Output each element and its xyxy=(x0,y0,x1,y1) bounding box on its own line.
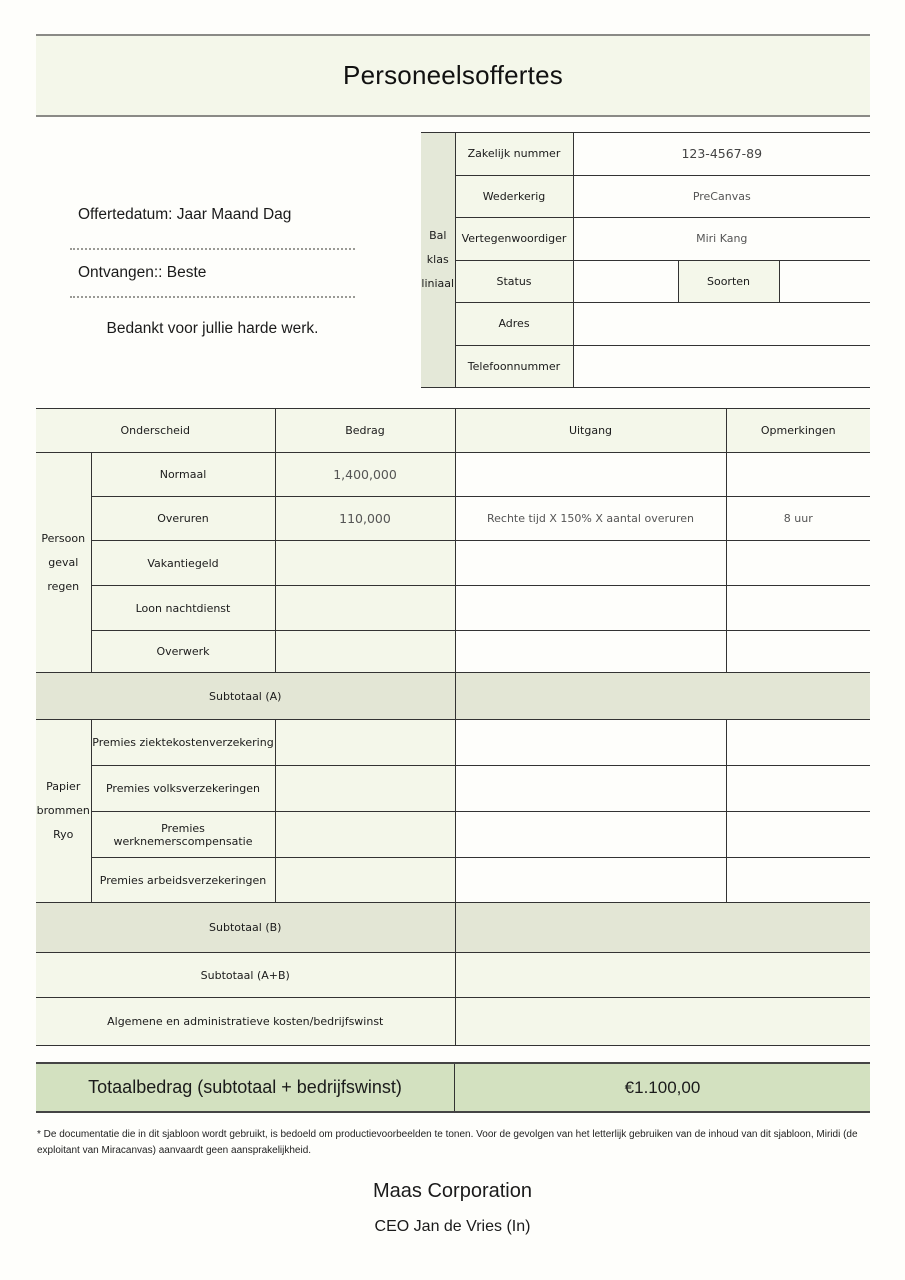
title-bar xyxy=(36,34,870,117)
subtotal-a-label: Subtotaal (A) xyxy=(36,673,455,720)
table-row xyxy=(36,631,870,673)
row-item: Premies arbeidsverzekeringen xyxy=(91,858,275,903)
types-value[interactable] xyxy=(779,260,870,303)
row-expense[interactable] xyxy=(455,453,726,497)
total-label: Totaalbedrag (subtotaal + bedrijfswinst) xyxy=(36,1064,455,1111)
cost-table xyxy=(36,408,870,1046)
page-title: Personeelsoffertes xyxy=(343,60,563,90)
row-expense[interactable] xyxy=(455,541,726,586)
row-expense[interactable] xyxy=(455,720,726,766)
client-row-phone xyxy=(421,345,870,388)
table-row xyxy=(36,858,870,903)
thanks-message: Bedankt voor jullie harde werk. xyxy=(106,320,319,337)
group-b-label: Papier brommen Ryo xyxy=(36,720,91,903)
subtotal-b-row xyxy=(36,903,870,953)
row-remarks[interactable] xyxy=(726,720,870,766)
representative-label: Vertegenwoordiger xyxy=(455,218,573,261)
overhead-row xyxy=(36,998,870,1046)
row-expense[interactable] xyxy=(455,812,726,858)
row-expense[interactable]: Rechte tijd X 150% X aantal overuren xyxy=(455,497,726,541)
row-amount[interactable] xyxy=(275,631,455,673)
ceo-signature: CEO Jan de Vries (In) xyxy=(374,1218,531,1235)
row-amount[interactable]: 1,400,000 xyxy=(275,453,455,497)
recipient[interactable]: Ontvangen:: Beste xyxy=(70,250,355,298)
row-remarks[interactable] xyxy=(726,541,870,586)
table-row xyxy=(36,541,870,586)
phone-label: Telefoonnummer xyxy=(455,345,573,388)
row-amount[interactable] xyxy=(275,858,455,903)
row-item: Normaal xyxy=(91,453,275,497)
subtotal-a-value[interactable] xyxy=(455,673,870,720)
quote-date[interactable]: Offertedatum: Jaar Maand Dag xyxy=(70,200,355,250)
row-remarks[interactable] xyxy=(726,453,870,497)
client-row-address xyxy=(421,303,870,346)
row-remarks[interactable] xyxy=(726,631,870,673)
header-distinction: Onderscheid xyxy=(36,409,275,453)
header-remarks: Opmerkingen xyxy=(726,409,870,453)
client-row-representative xyxy=(421,218,870,261)
table-row xyxy=(36,766,870,812)
subtotal-ab-row xyxy=(36,953,870,998)
types-label: Soorten xyxy=(678,260,779,303)
table-row xyxy=(36,720,870,766)
row-item: Premies werknemerscompensatie xyxy=(91,812,275,858)
row-remarks[interactable] xyxy=(726,812,870,858)
row-remarks[interactable] xyxy=(726,858,870,903)
row-expense[interactable] xyxy=(455,858,726,903)
header-expense: Uitgang xyxy=(455,409,726,453)
representative-value[interactable]: Miri Kang xyxy=(573,218,870,261)
total-row xyxy=(36,1062,870,1113)
client-row-status xyxy=(421,260,870,303)
subtotal-b-value[interactable] xyxy=(455,903,870,953)
row-amount[interactable] xyxy=(275,766,455,812)
table-row xyxy=(36,812,870,858)
row-item: Vakantiegeld xyxy=(91,541,275,586)
table-row xyxy=(36,586,870,631)
counterpart-value[interactable]: PreCanvas xyxy=(573,175,870,218)
subtotal-b-label: Subtotaal (B) xyxy=(36,903,455,953)
row-item: Loon nachtdienst xyxy=(91,586,275,631)
address-label: Adres xyxy=(455,303,573,346)
overhead-value[interactable] xyxy=(455,998,870,1046)
row-expense[interactable] xyxy=(455,631,726,673)
header-amount: Bedrag xyxy=(275,409,455,453)
row-amount[interactable] xyxy=(275,541,455,586)
row-remarks[interactable]: 8 uur xyxy=(726,497,870,541)
row-item: Premies ziektekostenverzekering xyxy=(91,720,275,766)
quote-info xyxy=(70,200,355,338)
row-expense[interactable] xyxy=(455,586,726,631)
row-expense[interactable] xyxy=(455,766,726,812)
row-amount[interactable] xyxy=(275,720,455,766)
subtotal-ab-value[interactable] xyxy=(455,953,870,998)
group-a-label: Persoon geval regen xyxy=(36,453,91,673)
client-row-counterpart xyxy=(421,175,870,218)
row-item: Overwerk xyxy=(91,631,275,673)
subtotal-a-row xyxy=(36,673,870,720)
total-value[interactable]: €1.100,00 xyxy=(624,1077,701,1097)
status-label: Status xyxy=(455,260,573,303)
client-table xyxy=(421,132,870,388)
company-name: Maas Corporation xyxy=(373,1180,532,1202)
row-remarks[interactable] xyxy=(726,766,870,812)
counterpart-label: Wederkerig xyxy=(455,175,573,218)
client-row-business-number xyxy=(421,133,870,176)
row-remarks[interactable] xyxy=(726,586,870,631)
row-item: Premies volksverzekeringen xyxy=(91,766,275,812)
business-number-value[interactable]: 123-4567-89 xyxy=(573,133,870,176)
subtotal-ab-label: Subtotaal (A+B) xyxy=(36,953,455,998)
business-number-label: Zakelijk nummer xyxy=(455,133,573,176)
phone-value[interactable] xyxy=(573,345,870,388)
row-item: Overuren xyxy=(91,497,275,541)
row-amount[interactable] xyxy=(275,812,455,858)
address-value[interactable] xyxy=(573,303,870,346)
table-row xyxy=(36,453,870,497)
disclaimer: * De documentatie die in dit sjabloon wordt gebruikt, is bedoeld om productievoorbeelden te tonen. Voor de gevolgen van het letterlijk gebruiken van de inhoud van dit sjabloon, Miridi (de exploitant van Miracanvas) aanvaardt geen aansprakelijkheid. xyxy=(37,1129,858,1156)
table-header xyxy=(36,409,870,453)
row-amount[interactable] xyxy=(275,586,455,631)
status-value[interactable] xyxy=(573,260,678,303)
row-amount[interactable]: 110,000 xyxy=(275,497,455,541)
overhead-label: Algemene en administratieve kosten/bedrijfswinst xyxy=(36,998,455,1046)
client-side-label: Bal klas liniaal xyxy=(421,133,455,388)
table-row xyxy=(36,497,870,541)
